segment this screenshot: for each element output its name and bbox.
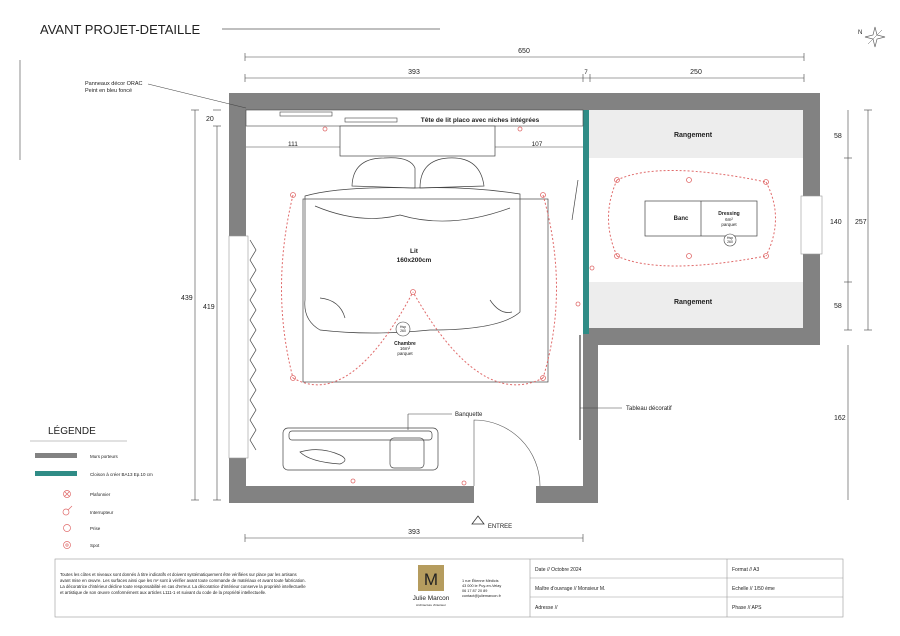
room-hsp-line2: 260 [400, 329, 406, 333]
dim-right-58a: 58 [834, 133, 842, 140]
north-compass-icon [858, 27, 885, 47]
address-line1: 1 rue Étienne Médicis [462, 579, 499, 583]
dim-top-mid: 7 [584, 70, 588, 76]
legend-item-spot: Spot [90, 543, 100, 548]
socket-icon [576, 302, 580, 306]
dressing-circuit-right [766, 182, 776, 256]
banquette-label: Banquette [455, 412, 483, 418]
footer-date: Date // Octobre 2024 [535, 567, 582, 573]
dim-left-outer: 439 [181, 295, 193, 302]
address-line4: contact@juliemarcon.fr [462, 594, 501, 598]
headboard-label: Tête de lit placo avec niches intégrées [420, 117, 540, 124]
dim-headboard-right: 107 [531, 141, 543, 148]
new-partition [583, 110, 589, 334]
right-dimensions [830, 110, 872, 500]
bench-label: Banc [673, 216, 689, 222]
room-area: 16m² [399, 346, 411, 351]
dim-right-140: 140 [830, 219, 842, 226]
curtain-left [250, 240, 256, 450]
left-dimensions [181, 110, 221, 500]
legend-item-ceiling-light: Plafonnier [90, 492, 111, 497]
room-floor: parquet [397, 351, 413, 356]
dim-top-total: 650 [518, 48, 530, 55]
legend-title: LÉGENDE [48, 426, 96, 437]
dressing-floor: parquet [721, 222, 737, 227]
brand-subtitle: Architecture d'intérieur [416, 603, 446, 607]
spot-icon [687, 254, 692, 259]
dim-right-257: 257 [855, 219, 867, 226]
rug [303, 199, 548, 382]
brand-name: Julie Marcon [412, 595, 450, 602]
bed-label: Lit [410, 248, 418, 255]
disclaimer-line2: avant mise en œuvre. Les surfaces ainsi que les m² sont à vérifier avant toute commande de matériaux et avant toute fabrication. [60, 578, 306, 583]
spot-icon [687, 178, 692, 183]
bed-size: 160x200cm [396, 257, 432, 264]
socket-icon [518, 127, 522, 131]
storage-top-label: Rangement [673, 132, 713, 139]
legend-item-socket: Prise [90, 526, 101, 531]
dressing-circuit-left [609, 180, 618, 256]
footer-scale: Echelle // 1/50 ème [732, 586, 775, 592]
painting-label: Tableau décoratif [626, 406, 672, 412]
entry-arrow-icon [472, 516, 484, 524]
switch-icon [590, 266, 594, 270]
door-swing [474, 420, 540, 486]
dim-top-right: 250 [690, 69, 702, 76]
legend-item-partition: Cloison à créer BA13 Ep.10 cm [90, 472, 153, 477]
legend-item-walls: Murs porteurs [90, 454, 118, 459]
footer-phase: Phase // APS [732, 605, 762, 611]
dim-left-inner: 419 [203, 304, 215, 311]
address-line3: 06 17 87 20 89 [462, 589, 488, 593]
switch-icon [462, 481, 466, 485]
brand-logo-letter: M [423, 570, 439, 589]
dressing-hsp-line2: 260 [727, 240, 733, 244]
spot-icon [64, 542, 71, 549]
bottom-dimension [245, 529, 583, 542]
light-circuit-left [282, 195, 294, 378]
footer-owner: Maître d'ouvrage // Monsieur M. [535, 586, 606, 592]
dressing-name: Dressing [718, 211, 740, 217]
address-line2: 43 000 le Puy-en-Velay [462, 584, 502, 588]
dressing-circuit-bottom [617, 256, 766, 266]
room-name: Chambre [394, 341, 416, 347]
footer-format: Format // A3 [732, 567, 760, 573]
room-hsp-line1: Hsp [399, 325, 407, 329]
dim-left-small: 20 [206, 116, 214, 123]
legend-wall-swatch [35, 453, 77, 458]
banquette [283, 428, 438, 470]
window-left [229, 236, 248, 458]
legend [30, 424, 153, 549]
storage-bottom-label: Rangement [673, 299, 713, 306]
dim-bottom: 393 [408, 529, 420, 536]
dim-right-58b: 58 [834, 303, 842, 310]
legend-item-switch: Interrupteur [90, 510, 114, 515]
legend-partition-swatch [35, 471, 77, 476]
socket-icon [351, 479, 355, 483]
entry-door-opening [474, 486, 536, 503]
socket-icon [323, 127, 327, 131]
disclaimer-line4: et artistique de son œuvre conformément aux articles L111-1 et suivant du code de la propriété intellectuelle. [60, 590, 267, 595]
panel-note-line1: Panneaux décor ORAC [85, 81, 143, 87]
dressing-area: 6m² [725, 217, 733, 222]
svg-text:N: N [858, 30, 863, 36]
top-dimensions [245, 48, 804, 82]
dim-headboard-left: 111 [288, 141, 298, 148]
footer-address: Adresse // [535, 605, 558, 611]
spot-icon [615, 254, 620, 259]
dim-top-left: 393 [408, 69, 420, 76]
panel-note-line2: Peint en bleu foncé [85, 88, 133, 94]
disclaimer-line3: La décoratrice d'intérieur décline toute responsabilité en cas d'erreur. La décoratrice d'intérieur conserve la propriété intellectuelle [60, 584, 306, 589]
window-right [801, 196, 822, 254]
socket-icon [64, 525, 71, 532]
page-title: AVANT PROJET-DETAILLE [40, 22, 201, 37]
title-block [55, 559, 843, 617]
dim-right-162: 162 [834, 415, 846, 422]
entry-label: ENTREE [487, 524, 513, 530]
disclaimer-line1: Toutes les côtes et niveaux sont donnés à titre indicatifs et doivent systématiquement être vérifiées sur place par les artisans [60, 572, 297, 577]
partition-door [572, 180, 578, 220]
dressing-hsp-line1: Hsp [726, 236, 734, 240]
